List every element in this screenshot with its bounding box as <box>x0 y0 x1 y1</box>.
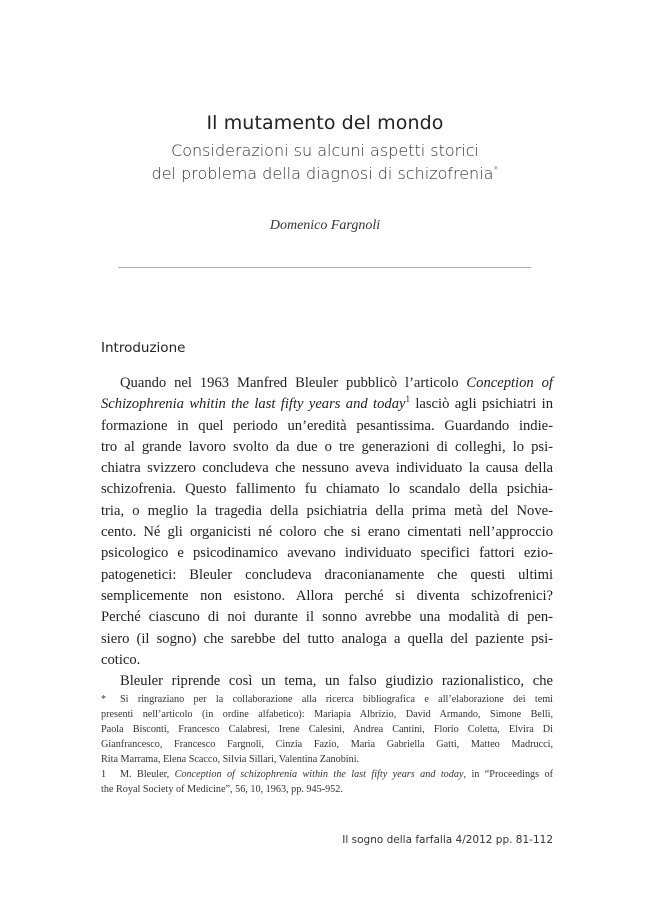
footnote-line <box>101 692 553 707</box>
footnote-line: the Royal Society of Medicine”, 56, 10, 1963, pp. 945-952. <box>101 784 343 795</box>
subtitle-footnote-mark[interactable]: * <box>493 164 499 176</box>
running-footer: Il sogno della farfalla 4/2012 pp. 81-112 <box>342 834 553 846</box>
footnote-mark: 1 <box>101 769 107 780</box>
body-line: tro al grande lavoro svolto da due o tre generazioni di colleghi, lo psi- <box>101 438 553 455</box>
article-title: Il mutamento del mondo <box>206 112 444 134</box>
article-subtitle-line-2 <box>0 164 650 183</box>
body-line: tria, o meglio la tragedia della psichiatria della prima metà del Nove- <box>101 502 553 519</box>
footnote-line: Gianfrancesco, Francesco Fargnoli, Cinzia Fazio, Maria Gabriella Gatti, Matteo Madrucci, <box>101 739 553 750</box>
body-text <box>101 373 553 692</box>
body-line: Bleuler riprende così un tema, un falso giudizio razionalistico, che <box>120 673 553 690</box>
body-line: patogenetici: Bleuler concludeva draconianamente che questi ultimi <box>101 566 553 583</box>
footnote-line: Paola Bisconti, Francesco Calabresi, Irene Calesini, Andrea Cantini, Florio Coletta, Elvira Di <box>101 724 553 735</box>
title-divider <box>118 267 531 268</box>
footnote-line: presenti nell’articolo (in ordine alfabetico): Mariapia Albrizio, David Armando, Simone Belli, <box>101 709 553 720</box>
body-line: schizofrenia. Questo fallimento fu chiamato lo scandalo della psichia- <box>101 481 553 498</box>
footnote-italic-title: Conception of schizophrenia within the last fifty years and today <box>174 769 464 780</box>
footnote-line <box>101 767 553 782</box>
footnote-mark: * <box>101 694 107 705</box>
section-heading: Introduzione <box>101 340 186 356</box>
body-line: semplicemente non esistono. Allora perché si diventa schizofrenici? <box>101 587 553 604</box>
body-line <box>101 394 553 415</box>
body-line: psicologico e psicodinamico avevano individuato specifici fattori ezio- <box>101 545 553 562</box>
footnote-reference[interactable]: 1 <box>405 394 410 405</box>
footnotes <box>101 692 553 797</box>
footnote-text: Si ringraziano per la collaborazione alla ricerca bibliografica e all’elaborazione dei temi <box>120 694 553 705</box>
footnote-text: M. Bleuler, <box>120 769 175 780</box>
footnote-line: Rita Marrama, Elena Scacco, Silvia Sillari, Valentina Zanobini. <box>101 754 360 765</box>
body-line: chiatra svizzero concludeva che nessuno aveva individuato la causa della <box>101 460 553 477</box>
article-author: Domenico Fargnoli <box>269 218 381 233</box>
body-line <box>101 373 553 394</box>
body-line: cento. Né gli organicisti né coloro che si erano cimentati nell’approccio <box>101 524 553 541</box>
subtitle-text: del problema della diagnosi di schizofrenia <box>151 164 494 183</box>
body-text-span: Quando nel 1963 Manfred Bleuler pubblicò l’articolo <box>120 375 467 391</box>
body-italic-title: Conception of <box>466 375 553 391</box>
body-line: cotico. <box>101 651 141 668</box>
body-text-span: lasciò agli psichiatri in <box>409 396 553 413</box>
body-italic-title: Schizophrenia whitin the last fifty years and today <box>101 396 406 413</box>
body-line: siero (il sogno) che sarebbe del tutto analoga a quella del paziente psi- <box>101 630 553 647</box>
body-line: formazione in quel periodo un’eredità pesantissima. Guardando indie- <box>101 417 553 434</box>
footnote-text: , in “Proceedings of <box>463 769 554 780</box>
article-subtitle-line-1: Considerazioni su alcuni aspetti storici <box>171 141 479 160</box>
body-line: Perché ciascuno di noi durante il sonno avrebbe una modalità di pen- <box>101 609 553 626</box>
